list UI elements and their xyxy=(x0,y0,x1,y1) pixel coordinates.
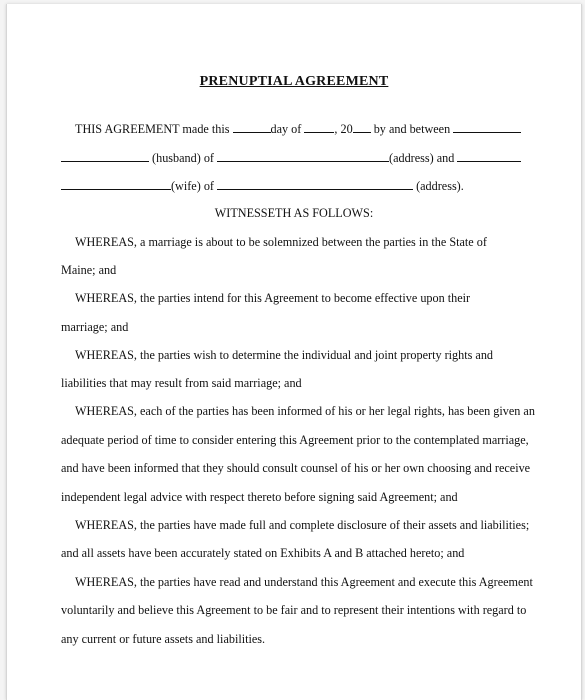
address-and-label: (address) and xyxy=(389,151,455,165)
month-blank[interactable] xyxy=(304,121,334,133)
recital-line: and all assets have been accurately stated on Exhibits A and B attached hereto; and xyxy=(61,546,465,560)
intro-text-4: by and between xyxy=(373,122,451,136)
recital-line: voluntarily and believe this Agreement to be fair and to represent their intentions with regard to xyxy=(61,603,527,617)
recital-line: and have been informed that they should consult counsel of his or her own choosing and receive xyxy=(61,461,531,475)
recital-line: WHEREAS, a marriage is about to be solemnized between the parties in the State of xyxy=(75,235,487,249)
day-blank[interactable] xyxy=(233,121,271,133)
wife-line xyxy=(61,178,464,193)
recital-line: WHEREAS, the parties wish to determine the individual and joint property rights and xyxy=(75,348,494,362)
recital-line: WHEREAS, the parties have read and understand this Agreement and execute this Agreement xyxy=(75,575,533,589)
wife-name-blank[interactable] xyxy=(61,178,171,190)
recital-line: WHEREAS, the parties intend for this Agreement to become effective upon their xyxy=(75,291,471,305)
recital-line: independent legal advice with respect thereto before signing said Agreement; and xyxy=(61,490,458,504)
intro-text-3: , 20 xyxy=(334,122,353,136)
party-two-blank[interactable] xyxy=(457,150,521,162)
recital-line: liabilities that may result from said marriage; and xyxy=(61,376,302,390)
intro-line xyxy=(75,121,521,136)
document-title: PRENUPTIAL AGREEMENT xyxy=(199,74,389,89)
husband-name-blank[interactable] xyxy=(61,150,149,162)
husband-label: (husband) of xyxy=(152,151,214,165)
year-blank[interactable] xyxy=(353,121,371,133)
wife-address-blank[interactable] xyxy=(217,178,413,190)
intro-text-2: day of xyxy=(270,122,302,136)
husband-address-blank[interactable] xyxy=(217,150,389,162)
husband-line xyxy=(61,150,521,165)
recital-line: marriage; and xyxy=(61,320,129,334)
wife-label: (wife) of xyxy=(171,179,214,193)
party-one-blank[interactable] xyxy=(453,121,521,133)
intro-text-1: THIS AGREEMENT made this xyxy=(75,122,230,136)
witnesseth-heading: WITNESSETH AS FOLLOWS: xyxy=(214,206,374,220)
recital-line: WHEREAS, the parties have made full and complete disclosure of their assets and liabilities; xyxy=(75,518,530,532)
recital-line: Maine; and xyxy=(61,263,117,277)
address-end-label: (address). xyxy=(416,179,464,193)
recital-line: WHEREAS, each of the parties has been informed of his or her legal rights, has been given an xyxy=(75,404,535,418)
document-page xyxy=(6,4,582,700)
recital-line: any current or future assets and liabilities. xyxy=(61,632,266,646)
recital-line: adequate period of time to consider entering this Agreement prior to the contemplated marriage, xyxy=(61,433,529,447)
